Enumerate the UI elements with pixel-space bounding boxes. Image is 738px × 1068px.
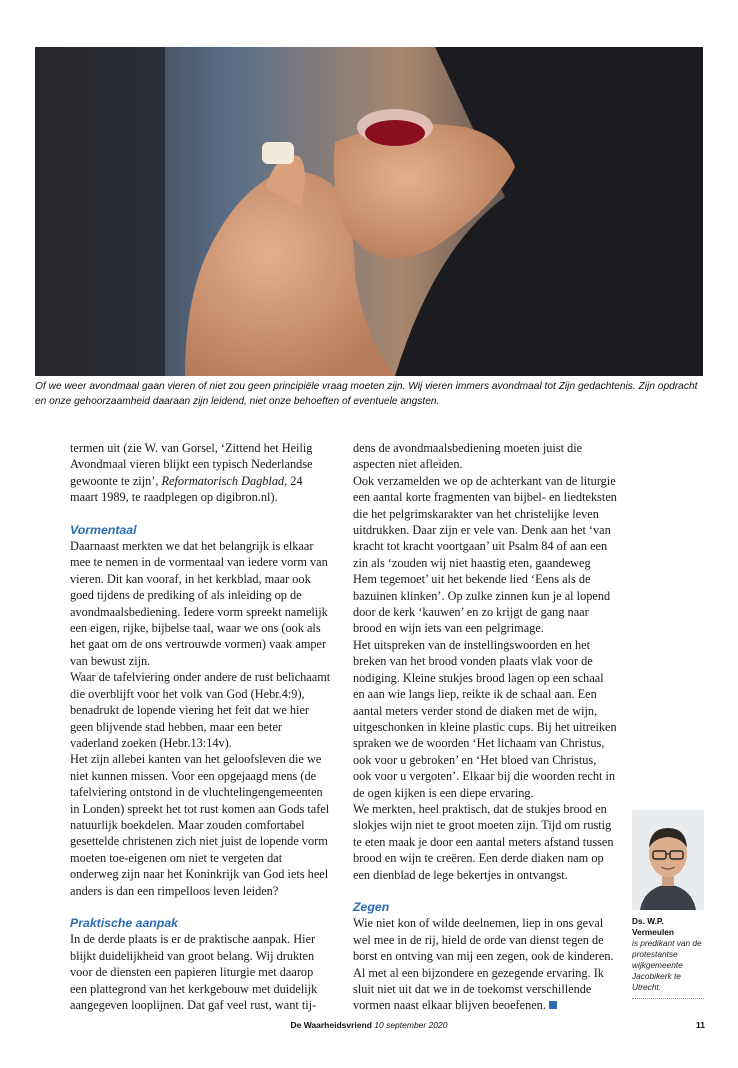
divider xyxy=(632,998,704,999)
source-title: Reformatorisch Dagblad xyxy=(161,473,285,488)
author-portrait xyxy=(632,810,704,910)
author-box xyxy=(632,810,704,999)
right-column xyxy=(353,440,617,1014)
issue-date: 10 september 2020 xyxy=(374,1020,448,1030)
photo-caption: Of we weer avondmaal gaan vieren of niet zou geen principiële vraag moeten zijn. Wij vieren immers avondmaal tot Zijn gedachtenis. Zijn opdracht en onze gehoorzaamheid daaraan zijn leidend, niet onze behoeften of eventuele angsten. xyxy=(35,381,698,407)
left-column xyxy=(70,440,332,1013)
page-number: 11 xyxy=(696,1020,705,1030)
author-bio: is predikant van de protestantse wijkgemeente Jacobikerk te Utrecht. xyxy=(632,938,702,992)
communion-photo xyxy=(35,47,703,376)
paragraph: Waar de tafelviering onder andere de rust belichaamt die overblijft voor het volk van God (Hebr.4:9), benadrukt de lopende viering het feit dat we hier geen blijvende stad hebben, maar een beter vaderland zoeken (Hebr.13:14v). xyxy=(70,670,331,750)
paragraph: dens de avondmaalsbediening moeten juist die aspecten niet afleiden. xyxy=(353,441,583,472)
heading-praktische-aanpak: Praktische aanpak xyxy=(70,915,179,930)
end-square-icon xyxy=(549,1001,557,1009)
heading-vormentaal: Vormentaal xyxy=(70,522,137,537)
photo-illustration xyxy=(35,47,703,376)
heading-zegen: Zegen xyxy=(353,899,390,914)
intro-paragraph: termen uit (zie W. van Gorsel, ‘Zittend het Heilig Avondmaal vieren blijkt een typisch Nederlandse gewoonte te zijn’, Reformatorisch Dagblad, 24 maart 1989, te raadplegen op digibron.nl). xyxy=(70,441,313,505)
paragraph: In de derde plaats is er de praktische aanpak. Hier blijkt duidelijkheid van groot belang. Wij drukten voor de diensten een papieren liturgie met daarop een plattegrond van het kerkgebouw met duidelijk aangegeven looplijnen. Dat gaf veel rust, want tij- xyxy=(70,932,318,1012)
closing-paragraph: Wie niet kon of wilde deelnemen, liep in ons geval wel mee in de rij, hield de orde van dienst tegen de borst en ontving van mij een zegen, ook de kinderen. Al met al een bijzondere en gezegende ervaring. Ik sluit niet uit dat we in de toekomst verschillende vormen naast elkaar blijven beoefenen. xyxy=(353,916,614,1013)
paragraph: We merkten, heel praktisch, dat de stukjes brood en slokjes wijn niet te groot moeten zijn. Tijd om rustig te eten maak je door een aantal meters afstand tussen brood en wijn te creëren. Een derde diaken nam op een dienblad de lege bekertjes in ontvangst. xyxy=(353,801,614,882)
paragraph: Het uitspreken van de instellingswoorden en het breken van het brood vonden plaats vlak voor de nodiging. Kleine stukjes brood lagen op een schaal en aan wie langs liep, reikte ik de schaal aan. Een aantal meters verder stond de diaken met de wijn, uitgeschonken in kleine plastic cups. Bij het uitreiken spraken we de woorden ‘Het lichaam van Christus, ook voor u gebroken’ en ‘Het bloed van Christus, ook voor u vergoten’. Elkaar bij die woorden recht in de ogen kijken is een diepe ervaring. xyxy=(353,637,617,800)
paragraph: Het zijn allebei kanten van het geloofsleven die we niet kunnen missen. Voor een opgejaagd mens (de tafelviering ontstond in de vluchtelingengemeenten in Londen) spreekt het tot rust komen aan Gods tafel natuurlijk boekdelen. Maar zouden comfortabel gesettelde christenen zich niet juist de lopende vorm moeten toe-eigenen om niet te vergeten dat onderweg zijn naar het Koninkrijk van God iets heel anders is dan een rimpelloos leven leiden? xyxy=(70,752,330,898)
paragraph: Daarnaast merkten we dat het belangrijk is elkaar mee te nemen in de vormentaal van iedere vorm van vieren. Dit kan vooraf, in het kerkblad, maar ook goed tijdens de prediking of als inleiding op de avondmaalsbediening. Iedere vorm spreekt namelijk een eigen, rijke, bijbelse taal, waar we ons (ook als het gaat om de ons vertrouwde vormen) vaak amper van bewust zijn. xyxy=(70,539,328,668)
magazine-name: De Waarheidsvriend xyxy=(290,1020,372,1030)
author-name: Ds. W.P. Vermeulen xyxy=(632,916,674,937)
author-portrait-icon xyxy=(632,810,704,910)
paragraph: Ook verzamelden we op de achterkant van de liturgie een aantal korte fragmenten van bijbel- en liedteksten die het pelgrimskarakter van het christelijke leven uitdrukken. Daar zijn er vele van. Denk aan het ‘van kracht tot kracht voortgaan’ uit Psalm 84 of aan een zin als ‘zouden wij niet haastig eten, gaandeweg Hem tegemoet’ uit het bekende lied ‘Eens als de bazuinen klinken’. Op zulke zinnen kun je al lopend door de kerk ‘kauwen’ en zo krijgt de gang naar brood en wijn iets van een pelgrimage. xyxy=(353,473,617,636)
